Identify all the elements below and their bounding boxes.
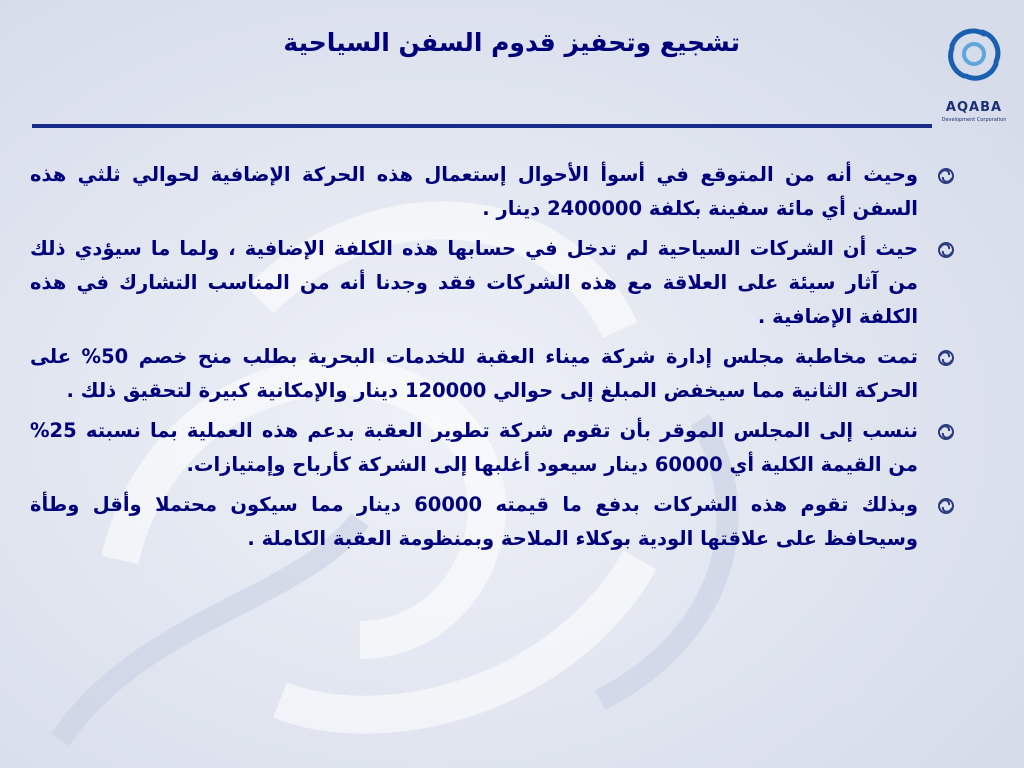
bullet-item: [30, 414, 974, 482]
swirl-bullet-icon: [936, 166, 956, 186]
bullet-text: حيث أن الشركات السياحية لم تدخل في حسابها هذه الكلفة الإضافية ، ولما ما سيؤدي ذلك من آثار سيئة على العلاقة مع هذه الشركات فقد وجدنا أنه من المناسب التشارك في هذه الكلفة الإضافية .: [30, 237, 918, 328]
bullet-list: [30, 158, 974, 562]
bullet-item: [30, 488, 974, 556]
aqaba-swirl-logo-icon: [934, 14, 1014, 98]
swirl-bullet-icon: [936, 348, 956, 368]
bullet-item: [30, 158, 974, 226]
title-divider: [32, 124, 932, 128]
bullet-item: [30, 232, 974, 334]
swirl-bullet-icon: [936, 422, 956, 442]
logo-name: AQABA: [945, 100, 1003, 115]
bullet-text: وحيث أنه من المتوقع في أسوأ الأحوال إستعمال هذه الحركة الإضافية لحوالي ثلثي هذه السفن أي مائة سفينة بكلفة 2400000 دينار .: [30, 163, 918, 220]
logo-subtitle: Development Corporation: [941, 117, 1007, 123]
aqaba-logo: [934, 14, 1014, 124]
bullet-text: تمت مخاطبة مجلس إدارة شركة ميناء العقبة للخدمات البحرية بطلب منح خصم 50% على الحركة الثانية مما سيخفض المبلغ إلى حوالي 120000 دينار والإمكانية كبيرة لتحقيق ذلك .: [30, 345, 918, 402]
swirl-bullet-icon: [936, 240, 956, 260]
bullet-text: وبذلك تقوم هذه الشركات بدفع ما قيمته 60000 دينار مما سيكون محتملا وأقل وطأة وسيحافظ على علاقتها الودية بوكلاء الملاحة وبمنظومة العقبة الكاملة .: [30, 493, 918, 550]
bullet-item: [30, 340, 974, 408]
slide-title: تشجيع وتحفيز قدوم السفن السياحية: [283, 28, 740, 57]
bullet-text: ننسب إلى المجلس الموقر بأن تقوم شركة تطوير العقبة بدعم هذه العملية بما نسبته 25% من القيمة الكلية أي 60000 دينار سيعود أغلبها إلى الشركة كأرباح وإمتيازات.: [30, 419, 918, 476]
swirl-bullet-icon: [936, 496, 956, 516]
